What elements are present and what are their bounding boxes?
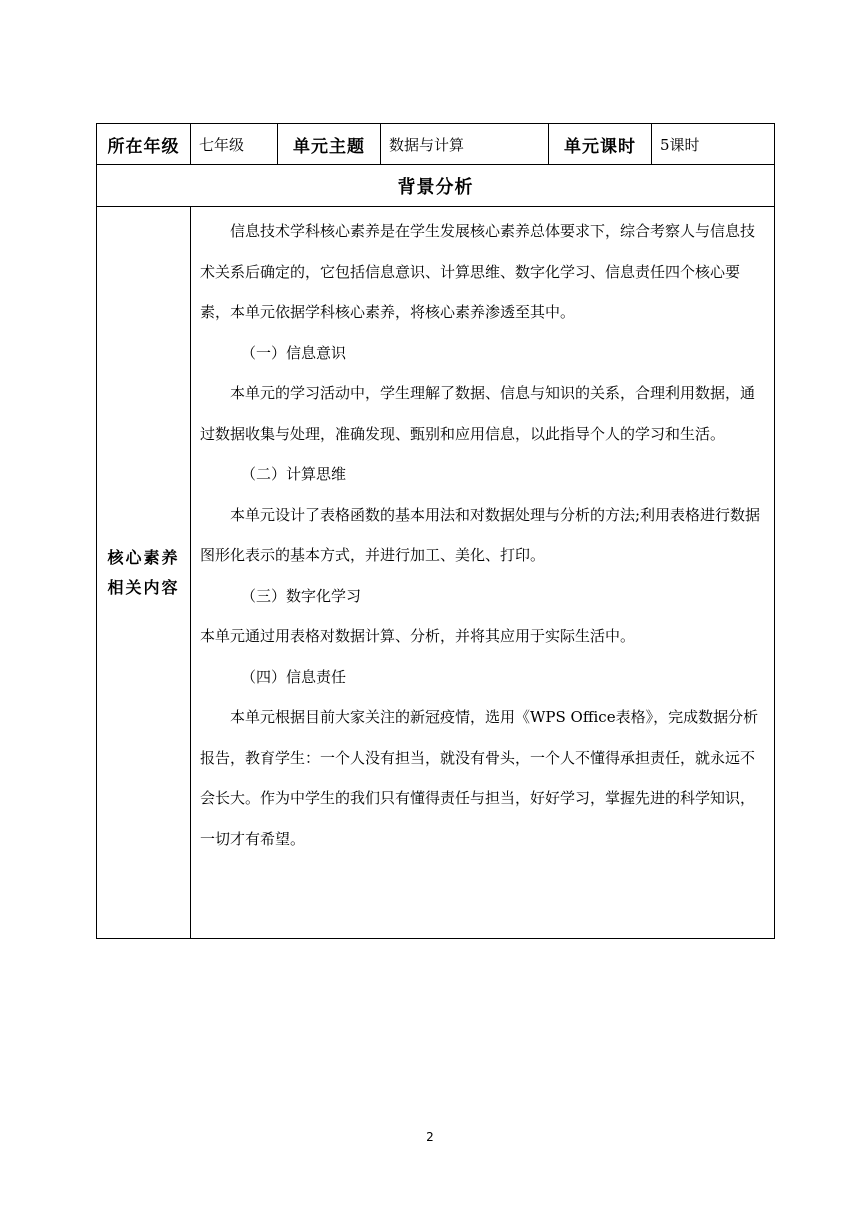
- side-label-line2: 相关内容: [107, 577, 180, 597]
- theme-label: 单元主题: [278, 124, 381, 165]
- content-row: [97, 207, 775, 939]
- section-3-title: （三）数字化学习: [241, 586, 362, 605]
- section-2-title: （二）计算思维: [241, 465, 347, 483]
- theme-value: 数据与计算: [381, 124, 549, 165]
- section-1-text: 本单元的学习活动中，学生理解了数据、信息与知识的关系，合理利用数据，通过数据收集与处理，准确发现、甄别和应用信息，以此指导个人的学习和生活。: [200, 384, 756, 443]
- hours-label: 单元课时: [549, 124, 652, 165]
- grade-label: 所在年级: [97, 124, 191, 165]
- section-4-text: 本单元根据目前大家关注的新冠疫情，选用《WPS Office表格》，完成数据分析报告，教育学生：一个人没有担当，就没有骨头，一个人不懂得承担责任，就永远不会长大。作为中学生的我们只有懂得责任与担当，好好学习，掌握先进的科学知识，一切才有希望。: [200, 708, 759, 848]
- content-cell: [191, 207, 775, 939]
- header-row: [97, 124, 775, 165]
- unit-info-table: [96, 123, 775, 939]
- side-label: [97, 207, 191, 939]
- page-number: 2: [426, 1130, 434, 1144]
- intro-paragraph: 信息技术学科核心素养是在学生发展核心素养总体要求下，综合考察人与信息技术关系后确定的，它包括信息意识、计算思维、数字化学习、信息责任四个核心要素，本单元依据学科核心素养，将核心素养渗透至其中。: [200, 222, 756, 321]
- background-title-row: [97, 165, 775, 207]
- section-4-title: （四）信息责任: [241, 667, 347, 686]
- hours-value: 5课时: [652, 124, 775, 165]
- section-2-text: 本单元设计了表格函数的基本用法和对数据处理与分析的方法;利用表格进行数据图形化表示的基本方式，并进行加工、美化、打印。: [200, 505, 761, 564]
- background-title: 背景分析: [97, 165, 775, 207]
- section-3-text: 本单元通过用表格对数据计算、分析，并将其应用于实际生活中。: [200, 627, 636, 645]
- grade-value: 七年级: [191, 124, 278, 165]
- side-label-line1: 核心素养: [107, 547, 180, 567]
- section-1-title: （一）信息意识: [241, 343, 347, 362]
